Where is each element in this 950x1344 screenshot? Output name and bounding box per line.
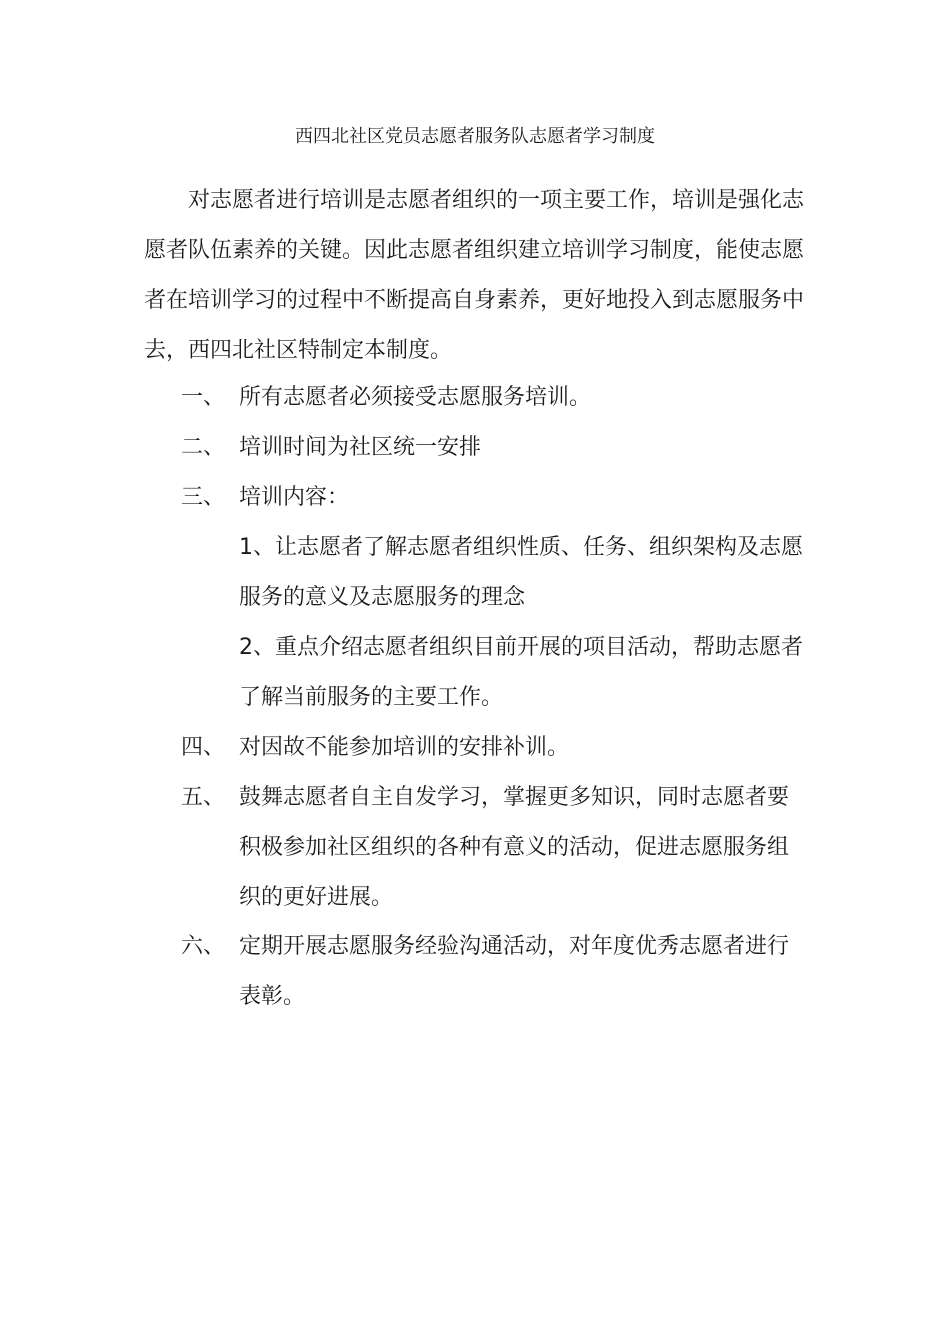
subitem-text: 2、重点介绍志愿者组织目前开展的项目活动，帮助志愿者了解当前服务的主要工作。: [239, 635, 803, 710]
document-title: 西四北社区党员志愿者服务队志愿者学习制度: [295, 126, 655, 147]
intro-paragraph: 对志愿者进行培训是志愿者组织的一项主要工作，培训是强化志愿者队伍素养的关键。因此志愿者组织建立培训学习制度，能使志愿者在培训学习的过程中不断提高自身素养，更好地投入到志愿服务中去，西四北社区特制定本制度。: [144, 188, 805, 363]
item-text: 所有志愿者必须接受志愿服务培训。: [239, 385, 592, 410]
item-marker: 三、: [181, 485, 226, 510]
item-marker: 一、: [181, 385, 226, 410]
item-text: 定期开展志愿服务经验沟通活动，对年度优秀志愿者进行表彰。: [239, 934, 790, 1009]
item-text: 对因故不能参加培训的安排补训。: [239, 735, 570, 760]
item-marker: 五、: [181, 785, 226, 810]
item-text: 培训时间为社区统一安排: [239, 435, 482, 460]
item-text: 鼓舞志愿者自主自发学习，掌握更多知识，同时志愿者要积极参加社区组织的各种有意义的活动，促进志愿服务组织的更好进展。: [239, 785, 790, 910]
subitem-text: 1、让志愿者了解志愿者组织性质、任务、组织架构及志愿服务的意义及志愿服务的理念: [239, 535, 803, 610]
item-marker: 六、: [181, 934, 226, 959]
item-marker: 四、: [181, 735, 226, 760]
item-marker: 二、: [181, 435, 226, 460]
item-text: 培训内容：: [239, 485, 350, 510]
